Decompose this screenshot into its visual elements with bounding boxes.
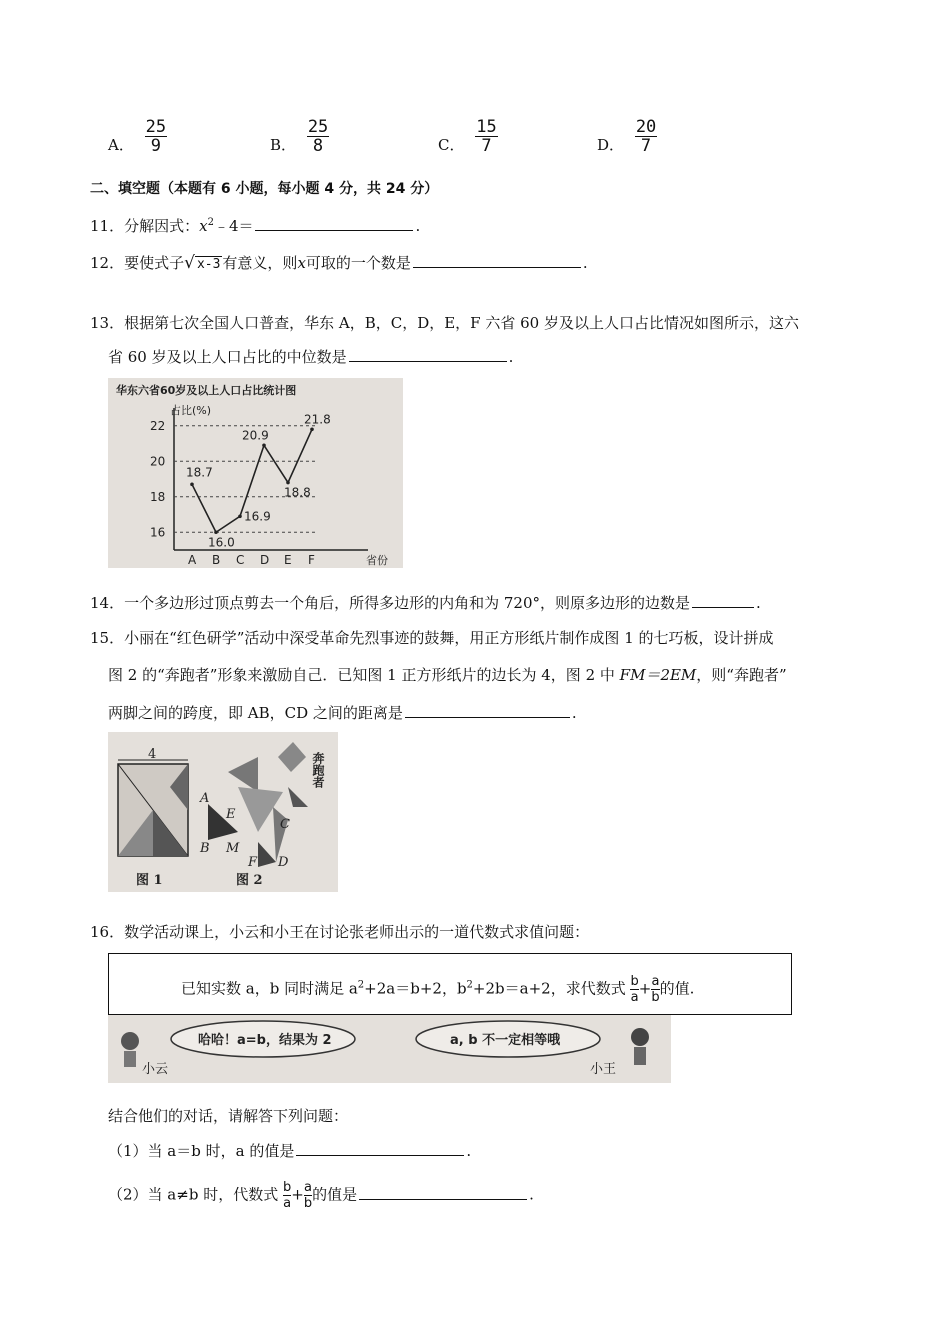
q15-line2a: 图 2 的“奔跑者”形象来激励自己．已知图 1 正方形纸片的边长为 4，图 2 中 — [108, 666, 620, 684]
point-c: C — [280, 817, 290, 832]
y-tick-label: 18 — [150, 489, 166, 504]
q15-line2 — [108, 664, 787, 685]
q16-sub2-blank[interactable] — [359, 1198, 527, 1200]
x-tick-label: B — [212, 553, 221, 567]
sub2-frac1-num: b — [282, 1180, 292, 1195]
xiaoyun-head — [121, 1032, 139, 1050]
q14-text: 14．一个多边形过顶点剪去一个角后，所得多边形的内角和为 720°，则原多边形的边数是 — [90, 594, 690, 612]
fig2-runner-label: 奔跑者 — [311, 752, 325, 788]
option-a-fraction — [145, 118, 167, 155]
section-title: 二、填空题（本题有 6 小题，每小题 4 分，共 24 分） — [90, 181, 439, 197]
xiaoyun-name: 小云 — [142, 1062, 169, 1077]
chart-xlabel: 省份 — [366, 554, 388, 567]
sub2-frac2-den: b — [303, 1196, 313, 1211]
q16-intro: 结合他们的对话，请解答下列问题： — [108, 1107, 349, 1125]
q13-line2-text: 省 60 岁及以上人口占比的中位数是 — [108, 348, 347, 366]
data-label: 18.8 — [284, 485, 311, 500]
sub2-frac1-den: a — [283, 1196, 292, 1211]
option-b-num: 25 — [307, 117, 329, 137]
option-d-den: 7 — [640, 136, 652, 156]
q12-var: x — [297, 254, 306, 272]
option-b-label: B． — [270, 136, 297, 154]
frac2-den: b — [651, 990, 660, 1005]
q13-end: . — [508, 348, 514, 366]
q15-tangram-photo — [108, 732, 338, 892]
data-label: 16.9 — [244, 509, 271, 524]
option-a-label: A． — [108, 136, 134, 154]
q16-sub2b: 的值是 — [312, 1185, 358, 1204]
q16-sub1-blank[interactable] — [296, 1154, 464, 1156]
data-label: 20.9 — [242, 428, 269, 443]
option-d-fraction — [635, 118, 657, 155]
fig2-head — [228, 757, 258, 792]
fig2-foot — [258, 842, 276, 867]
q16-sub1-text: （1）当 a＝b 时，a 的值是 — [108, 1142, 295, 1160]
q15-line3 — [108, 702, 577, 723]
point-e: E — [226, 807, 236, 822]
q16-box-a: 已知实数 a，b 同时满足 a — [181, 979, 358, 998]
q16-box-b: +2a＝b+2，b — [364, 979, 467, 998]
q14-end: . — [756, 594, 761, 612]
fig2-caption: 图 2 — [236, 873, 263, 888]
dialogue-figure — [108, 1015, 671, 1083]
q16-sub2-frac1 — [283, 1180, 291, 1211]
q16-box-end: 的值. — [659, 979, 695, 998]
q15-line2b: FM＝2EM — [619, 666, 697, 684]
option-b-fraction — [307, 118, 329, 155]
sub2-frac2-num: a — [303, 1180, 312, 1195]
q16-problem-box — [108, 953, 792, 1015]
q12-end: . — [582, 254, 588, 272]
q11-sup: 2 — [207, 217, 214, 228]
x-tick-label: F — [308, 553, 315, 567]
q15-line3-text: 两脚之间的跨度，即 AB，CD 之间的距离是 — [108, 704, 403, 722]
q11-answer-blank[interactable] — [255, 229, 413, 231]
xiaowang-body — [634, 1047, 646, 1065]
data-point — [190, 483, 194, 487]
q11-end: . — [415, 217, 421, 235]
y-tick-label: 16 — [150, 525, 166, 540]
y-tick-label: 20 — [150, 454, 166, 469]
option-a — [108, 118, 167, 155]
point-m: M — [226, 841, 240, 856]
data-point — [214, 530, 218, 534]
q16-box-text — [181, 974, 694, 1005]
fig1-caption: 图 1 — [136, 873, 163, 888]
option-d — [597, 118, 657, 155]
x-tick-label: A — [188, 553, 197, 567]
frac1-den: a — [630, 990, 639, 1005]
option-a-num: 25 — [145, 117, 167, 137]
q16-sub2a: （2）当 a≠b 时，代数式 — [108, 1185, 279, 1204]
xiaowang-name: 小王 — [590, 1062, 617, 1077]
data-label: 21.8 — [304, 412, 331, 427]
q16-line1: 16．数学活动课上，小云和小王在讨论张老师出示的一道代数式求值问题： — [90, 923, 590, 941]
chart-title: 华东六省60岁及以上人口占比统计图 — [116, 384, 297, 397]
q12-answer-blank[interactable] — [413, 266, 581, 268]
q16-sub1-end: . — [466, 1142, 472, 1160]
option-b-den: 8 — [312, 136, 324, 156]
q16-sub2-end: . — [529, 1185, 534, 1204]
point-d: D — [278, 855, 289, 870]
option-c-fraction — [475, 118, 497, 155]
data-point — [310, 428, 314, 432]
q12-prefix: 12．要使式子 — [90, 254, 185, 272]
bubble1-text: 哈哈！a=b，结果为 2 — [198, 1033, 332, 1048]
fig2-arm — [288, 787, 308, 807]
xiaowang-head — [631, 1028, 649, 1046]
q11-x: x — [199, 217, 208, 235]
option-c-label: C． — [438, 136, 465, 154]
x-tick-label: E — [284, 553, 292, 567]
q13-chart-photo — [108, 378, 403, 568]
bubble2-text: a, b 不一定相等哦 — [450, 1033, 561, 1048]
x-tick-label: C — [236, 553, 245, 567]
option-c-den: 7 — [481, 136, 492, 156]
option-b — [270, 118, 329, 155]
data-point — [238, 514, 242, 518]
q16-box-sup2: 2 — [466, 979, 473, 991]
q11-prefix: 11．分解因式： — [90, 217, 200, 235]
tangram-figure — [108, 732, 338, 892]
data-point — [286, 481, 290, 485]
frac1-num: b — [630, 974, 639, 989]
q13-line-chart — [108, 378, 403, 568]
data-label: 18.7 — [186, 465, 213, 480]
q15-line2c: ，则“奔跑者” — [696, 666, 787, 684]
q16-sub2 — [108, 1180, 534, 1211]
q15-answer-blank[interactable] — [405, 716, 570, 718]
question-14 — [90, 592, 761, 613]
q16-box-frac1 — [630, 974, 638, 1005]
point-f: F — [248, 855, 258, 870]
q16-box-c: +2b＝a+2，求代数式 — [472, 979, 626, 998]
q13-line1: 13．根据第七次全国人口普查，华东 A，B，C，D，E，F 六省 60 岁及以上人口占比情况如图所示，这六 — [90, 314, 799, 332]
q15-end: . — [571, 704, 577, 722]
option-c-num: 15 — [476, 117, 497, 137]
xiaoyun-body — [124, 1051, 136, 1067]
q16-box-frac2 — [651, 974, 659, 1005]
q16-sub2-frac2 — [304, 1180, 312, 1211]
fig1-side-label: 4 — [148, 747, 157, 762]
fig2-square-piece — [278, 742, 306, 772]
q12-radicand: x-3 — [196, 257, 221, 272]
fig2-leg-front — [273, 807, 288, 862]
point-b: B — [200, 841, 210, 856]
y-tick-label: 22 — [150, 418, 166, 433]
q16-box-sup1: 2 — [357, 979, 365, 991]
x-tick-label: D — [260, 553, 270, 567]
q16-sub1 — [108, 1140, 471, 1161]
q16-sub2-plus: + — [291, 1185, 304, 1204]
point-a: A — [200, 791, 210, 806]
option-d-label: D． — [597, 136, 625, 154]
chart-ylabel: 占比(%) — [170, 404, 212, 417]
question-12 — [90, 252, 588, 273]
sqrt-symbol: √ — [184, 253, 195, 273]
frac2-num: a — [651, 974, 660, 989]
option-c — [438, 118, 498, 155]
q15-line1: 15．小丽在“红色研学”活动中深受革命先烈事迹的鼓舞，用正方形纸片制作成图 1 的七巧板，设计拼成 — [90, 629, 774, 647]
q13-line2 — [108, 346, 513, 367]
q13-answer-blank[interactable] — [349, 360, 507, 362]
data-label: 16.0 — [208, 535, 235, 550]
option-d-num: 20 — [635, 117, 657, 137]
q12-middle: 有意义，则 — [222, 254, 298, 272]
q14-answer-blank[interactable] — [692, 606, 754, 608]
data-point — [262, 443, 266, 447]
q11-rest: ﹣4＝ — [213, 217, 254, 235]
q16-dialogue-photo — [108, 1015, 671, 1083]
question-11 — [90, 215, 420, 236]
q12-suffix: 可取的一个数是 — [305, 254, 411, 272]
option-a-den: 9 — [150, 136, 161, 156]
q16-box-plus: + — [638, 979, 652, 998]
